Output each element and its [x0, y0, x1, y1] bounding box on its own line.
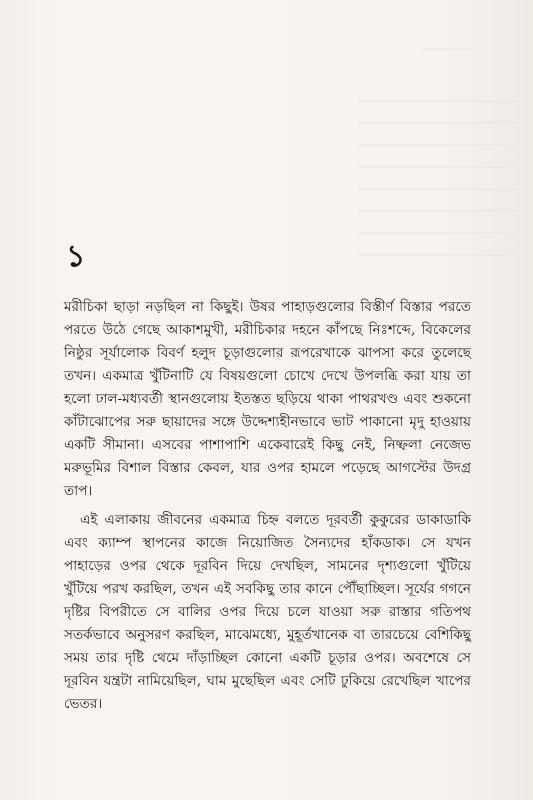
show-through-mark [423, 48, 473, 50]
show-through-mark [359, 254, 519, 256]
show-through-mark [359, 232, 519, 234]
show-through-mark [359, 210, 519, 212]
paragraph-2: এই এলাকায় জীবনের একমাত্র চিহ্ন বলতে দূরবর্তী কুকুরের ডাকাডাকি এবং ক্যাম্প স্থাপনের কাজে নিয়োজিত সৈন্যদের হাঁকডাক। সে যখন পাহাড়ের ওপর থেকে দূরবিন দিয়ে দেখছিল, সামনের দৃশ্যগুলো খুঁটিয়ে খুঁটিয়ে পরখ করছিল, তখন এই সবকিছু তার কানে পৌঁছাচ্ছিল। সূর্যের গগনে দৃষ্টির বিপরীতে সে বালির ওপর দিয়ে চলে যাওয়া সরু রাস্তার গতিপথ সতর্কভাবে অনুসরণ করছিল, মাঝেমধ্যে, মুহূর্তখানেক বা তারচেয়ে বেশিকিছু সময় তার দৃষ্টি থেমে দাঁড়াচ্ছিল কোনো একটি চূড়ার ওপর। অবশেষে সে দূরবিন যন্ত্রটা নামিয়েছিল, ঘাম মুছেছিল এবং সেটি ঢুকিয়ে রেখেছিল খাপের ভেতর। [64, 512, 471, 712]
show-through-mark [359, 166, 519, 168]
body-text [64, 296, 471, 716]
show-through-mark [359, 188, 519, 190]
show-through-mark [359, 100, 519, 102]
show-through-mark [359, 122, 519, 124]
paragraph-1: মরীচিকা ছাড়া নড়ছিল না কিছুই। উষর পাহাড়গুলোর বিস্তীর্ণ বিস্তার পরতে পরতে উঠে গেছে আকাশমুখী, মরীচিকার দহনে কাঁপছে নিঃশব্দে, বিকেলের নিষ্ঠুর সূর্যালোক বিবর্ণ হলুদ চূড়াগুলোর রূপরেখাকে ঝাপসা করে তুলেছে তখন। একমাত্র খুঁটিনাটি যে বিষয়গুলো চোখে দেখে উপলব্ধি করা যায় তা হলো ঢাল-মধ্যবর্তী স্থানগুলোয় ইতস্তত ছড়িয়ে থাকা পাথরখণ্ড এবং শুকনো কাঁটাঝোপের সরু ছায়াদের সঙ্গে উদ্দেশ্যহীনভাবে ভাট পাকানো মৃদু হাওয়ায় একটি সীমানা। এসবের পাশাপাশি একেবারেই কিছু নেই, নিষ্ফলা নেজেভ মরুভূমির বিশাল বিস্তার কেবল, যার ওপর হামলে পড়েছে আগস্টের উদগ্র তাপ। [64, 299, 471, 499]
show-through-mark [359, 144, 519, 146]
chapter-number: ১ [66, 239, 86, 274]
